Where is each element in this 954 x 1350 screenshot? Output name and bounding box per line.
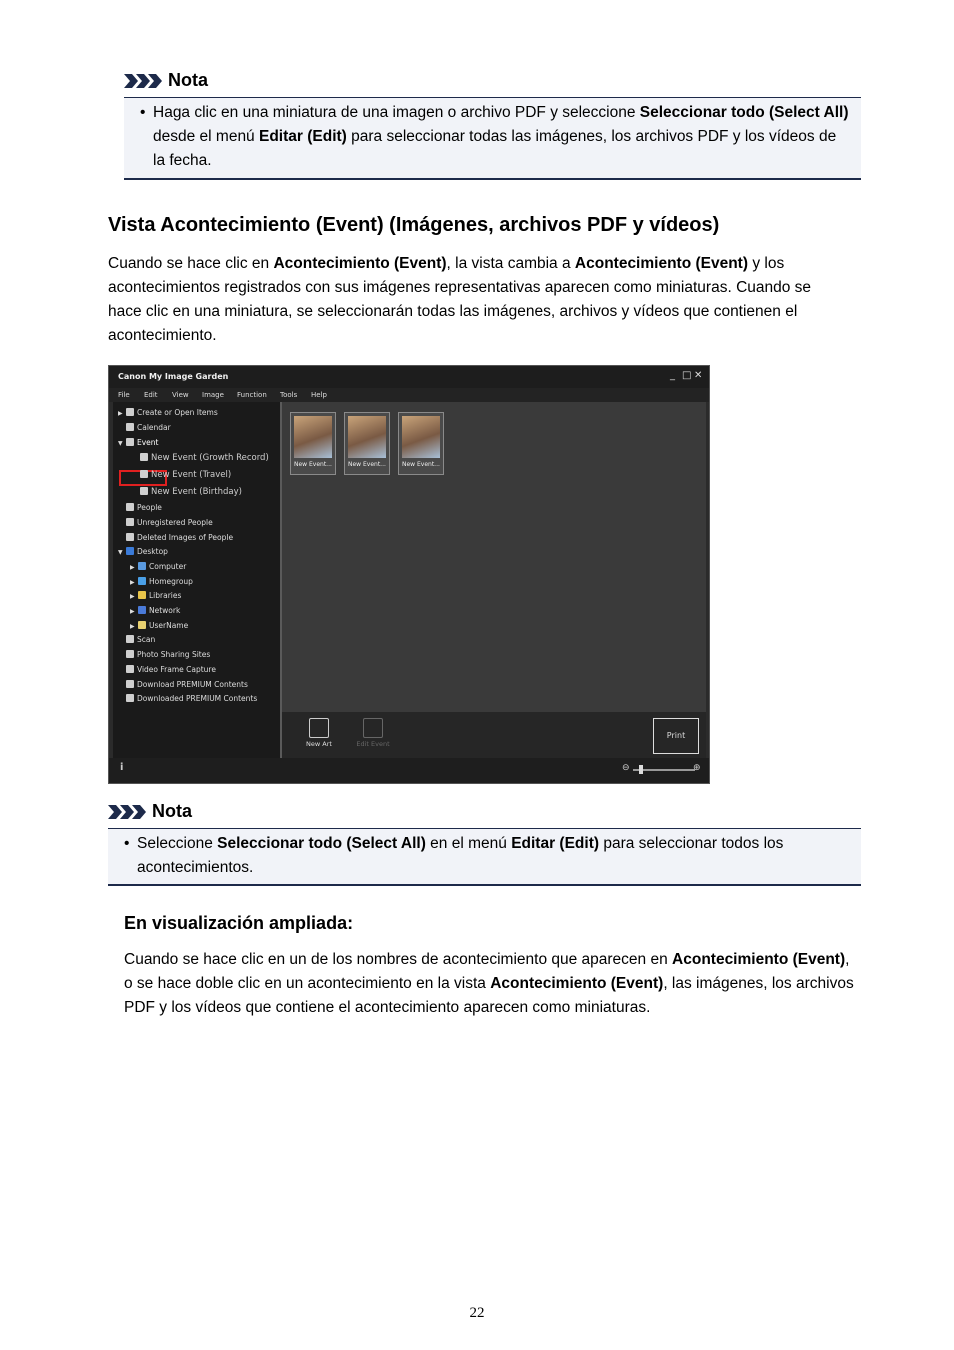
tree-item-unregistered[interactable]: Unregistered People [118,518,213,527]
tree-item-network[interactable]: ▶ Network [130,606,181,615]
tree-item-create[interactable]: ▶ Create or Open Items [118,408,218,417]
tree-item-homegroup[interactable]: ▶ Homegroup [130,577,193,586]
event-thumbnail[interactable] [344,412,390,475]
expand-arrow-icon[interactable]: ▶ [118,410,123,417]
create-icon [126,408,134,416]
deleted-person-icon [126,533,134,541]
event-thumbnail[interactable] [398,412,444,475]
navigation-tree [113,402,283,758]
tree-item-scan[interactable]: Scan [118,635,155,644]
expand-arrow-icon[interactable]: ▶ [130,593,135,600]
note-arrows-icon [108,804,146,820]
new-art-button[interactable] [304,718,334,748]
tree-item-event-travel[interactable]: New Event (Travel) [140,470,231,480]
edit-event-icon [363,718,383,738]
note-text: Haga clic en una miniatura de una imagen o archivo PDF y seleccione Seleccionar todo (Select All) desde el menú Editar (Edit) para seleccionar todas las imágenes, los archivos PDF y los vídeos de la fecha. [153,104,849,169]
note-text: Seleccione Seleccionar todo (Select All) en el menú Editar (Edit) para seleccionar todos los acontecimientos. [137,835,784,876]
note-bullet-item [140,101,852,173]
download-icon [126,680,134,688]
homegroup-icon [138,577,146,585]
collapse-arrow-icon[interactable]: ▼ [118,440,123,447]
maximize-icon[interactable]: □ [682,370,692,381]
tree-item-username[interactable]: ▶ UserName [130,621,189,630]
minimize-icon[interactable]: _ [670,370,675,381]
note-heading [108,801,192,822]
tree-item-desktop[interactable]: ▼ Desktop [118,547,168,556]
expand-arrow-icon[interactable]: ▶ [130,564,135,571]
menu-tools[interactable]: Tools [280,391,298,399]
note-arrows-icon [124,73,162,89]
bullet-icon: • [140,104,146,121]
collapse-arrow-icon[interactable]: ▼ [118,549,123,556]
tree-item-event[interactable]: ▼ Event [118,438,159,447]
tree-item-libraries[interactable]: ▶ Libraries [130,591,182,600]
edit-event-button[interactable] [354,718,392,748]
tree-item-event-growth[interactable]: New Event (Growth Record) [140,453,269,463]
person-icon [126,503,134,511]
user-folder-icon [138,621,146,629]
tree-item-people[interactable]: People [118,503,162,512]
thumbnail-label: New Event... [348,461,386,468]
tree-item-download-premium[interactable]: Download PREMIUM Contents [118,680,248,689]
note-label: Nota [152,801,192,821]
thumbnail-label: New Event... [402,461,440,468]
note-heading [124,70,208,91]
network-icon [138,606,146,614]
note-box [124,97,861,180]
libraries-icon [138,591,146,599]
note-box [108,828,861,886]
app-title-bar [109,366,709,388]
subsection-title: En visualización ampliada: [124,913,354,933]
computer-icon [138,562,146,570]
scan-icon [126,635,134,643]
thumbnail-image [402,416,440,458]
tree-item-event-birthday[interactable]: New Event (Birthday) [140,487,242,497]
menu-file[interactable]: File [118,391,130,399]
video-frame-icon [126,665,134,673]
expand-arrow-icon[interactable]: ▶ [130,579,135,586]
tree-item-deleted[interactable]: Deleted Images of People [118,533,233,542]
photo-sharing-icon [126,650,134,658]
event-item-icon [140,453,148,461]
menu-image[interactable]: Image [202,391,224,399]
edit-event-label: Edit Event [356,740,390,748]
tree-item-downloaded-premium[interactable]: Downloaded PREMIUM Contents [118,694,257,703]
app-screenshot [108,365,710,784]
tree-item-computer[interactable]: ▶ Computer [130,562,187,571]
section-paragraph: Cuando se hace clic en Acontecimiento (Event), la vista cambia a Acontecimiento (Event) y los acontecimientos registrados con sus imágenes representativas aparecen como miniaturas. Cuando se hace clic en una miniatura, se seleccionarán todas las imágenes, archivos y vídeos que contienen el acontecimiento. [108,255,812,344]
calendar-icon [126,423,134,431]
bottom-toolbar [282,712,706,758]
event-item-icon [140,470,148,478]
event-item-icon [140,487,148,495]
section-title: Vista Acontecimiento (Event) (Imágenes, archivos PDF y vídeos) [108,214,720,236]
zoom-in-icon[interactable]: ⊕ [693,763,701,773]
menu-edit[interactable]: Edit [144,391,158,399]
note-bullet-item [124,832,852,880]
menu-help[interactable]: Help [311,391,327,399]
tree-item-video-frame[interactable]: Video Frame Capture [118,665,216,674]
bullet-icon: • [124,835,130,852]
status-bar [109,758,709,783]
menu-function[interactable]: Function [237,391,267,399]
subsection-paragraph: Cuando se hace clic en un de los nombres de acontecimiento que aparecen en Acontecimiento (Event), o se hace doble clic en un acontecimiento en la vista Acontecimiento (Event), las imágenes, los archivos PDF y los vídeos que contiene el acontecimiento aparecen como miniaturas. [124,951,854,1016]
info-icon[interactable]: i [120,762,124,773]
menu-view[interactable]: View [172,391,189,399]
new-art-label: New Art [306,740,332,748]
print-button[interactable]: Print [653,718,699,754]
tree-item-calendar[interactable]: Calendar [118,423,171,432]
unregistered-person-icon [126,518,134,526]
thumbnail-image [348,416,386,458]
tree-item-photo-sharing[interactable]: Photo Sharing Sites [118,650,210,659]
zoom-slider-handle[interactable] [639,765,643,774]
menu-bar [109,388,709,402]
zoom-out-icon[interactable]: ⊖ [622,763,630,773]
expand-arrow-icon[interactable]: ▶ [130,623,135,630]
new-art-icon [309,718,329,738]
app-title: Canon My Image Garden [118,372,229,381]
note-label: Nota [168,70,208,90]
event-thumbnail[interactable] [290,412,336,475]
folder-icon [126,694,134,702]
thumbnail-image [294,416,332,458]
page-number: 22 [469,1305,485,1321]
thumbnail-area [282,402,706,712]
expand-arrow-icon[interactable]: ▶ [130,608,135,615]
desktop-icon [126,547,134,555]
thumbnail-label: New Event... [294,461,332,468]
close-icon[interactable]: ✕ [694,370,703,381]
event-icon [126,438,134,446]
